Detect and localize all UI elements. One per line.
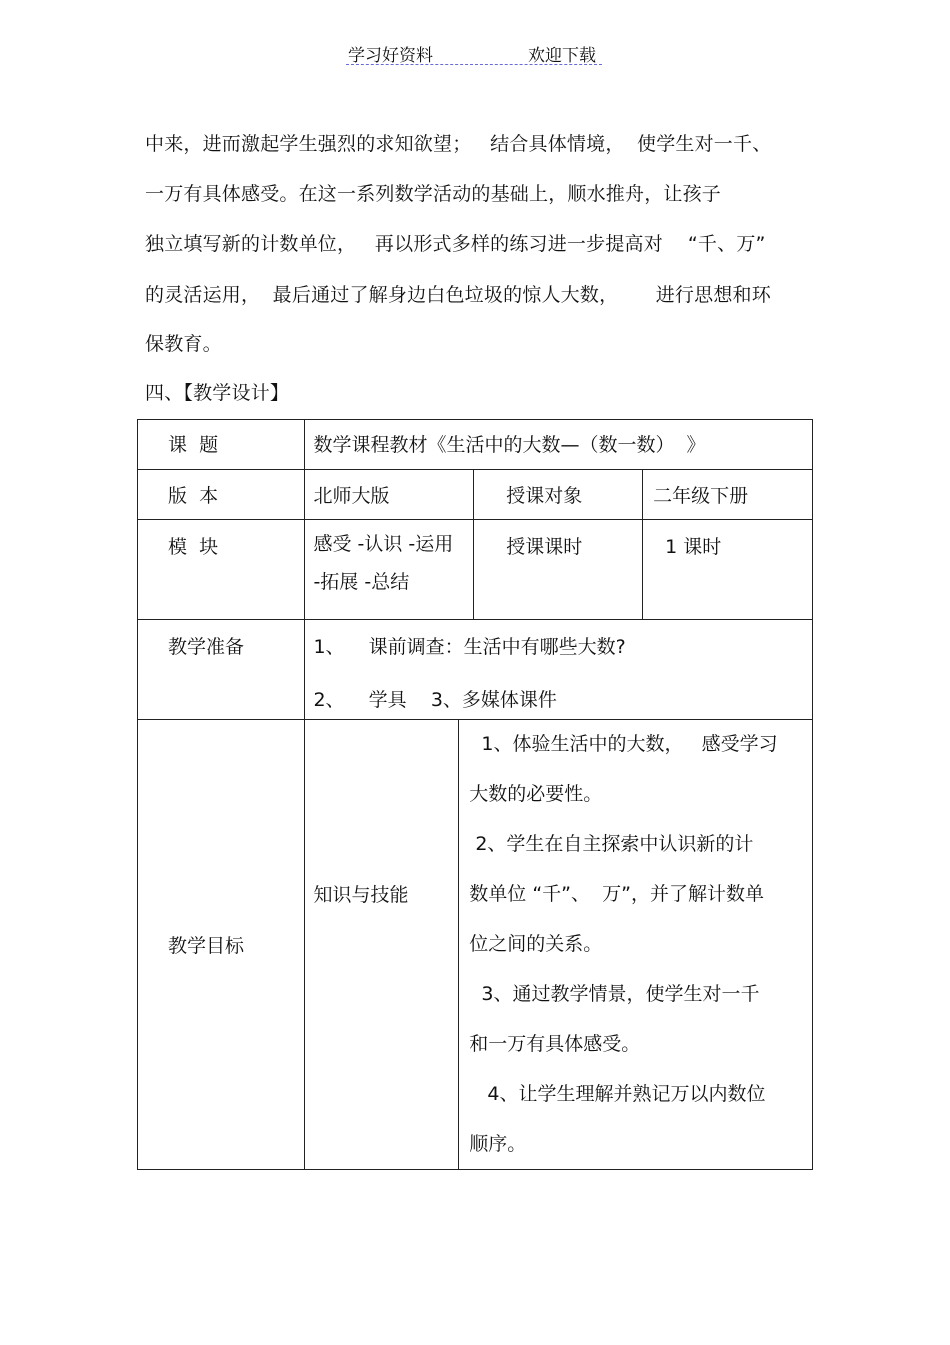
prep-label: 教学准备 (168, 636, 245, 658)
table-row (138, 470, 813, 520)
topic-value: 数学课程教材《生活中的大数—（数一数） 》 (313, 434, 706, 456)
goal-line: 顺序。 (469, 1133, 527, 1155)
topic-label-cell (138, 420, 305, 470)
goals-list (459, 720, 812, 1169)
page-header (346, 40, 602, 65)
topic-label: 课 题 (168, 434, 219, 456)
module-label-cell (138, 520, 305, 620)
goals-content-cell (459, 720, 813, 1170)
table-row (138, 720, 813, 1170)
prep-line-1: 1、 课前调查：生活中有哪些大数? (313, 636, 626, 658)
goal-line: 3、通过教学情景，使学生对一千 (469, 983, 760, 1005)
module-line-1: 感受 -认识 -运用 (313, 533, 454, 555)
prep-line-2: 2、 学具 3、多媒体课件 (313, 689, 557, 711)
hours-label-cell (474, 520, 643, 620)
edition-label: 版 本 (168, 485, 219, 507)
hours-label: 授课课时 (506, 536, 583, 558)
body-line-3: 独立填写新的计数单位， 再以形式多样的练习进一步提高对 “千、万” (145, 233, 766, 255)
header-right-text: 欢迎下载 (528, 46, 596, 66)
goals-sub-cell (305, 720, 459, 1170)
body-line-5: 保教育。 (145, 333, 222, 355)
table-row (138, 520, 813, 620)
goals-label: 教学目标 (168, 935, 245, 957)
goal-line: 数单位 “千”、 万”，并了解计数单 (469, 883, 764, 905)
goal-line: 4、让学生理解并熟记万以内数位 (469, 1083, 766, 1105)
teaching-design-table (137, 419, 813, 1170)
edition-value: 北师大版 (313, 485, 390, 507)
body-line-2: 一万有具体感受。在这一系列数学活动的基础上，顺水推舟，让孩子 (145, 183, 722, 205)
prep-value-cell (305, 620, 813, 720)
body-line-4: 的灵活运用， 最后通过了解身边白色垃圾的惊人大数， 进行思想和环 (145, 284, 771, 306)
edition-label-cell (138, 470, 305, 520)
hours-value: 1 课时 (665, 536, 722, 558)
hours-value-cell (643, 520, 813, 620)
module-line-2: -拓展 -总结 (313, 571, 410, 593)
section-heading: 四、【教学设计】 (145, 382, 290, 404)
goals-label-cell (138, 720, 305, 1170)
goal-line: 2、学生在自主探索中认识新的计 (469, 833, 754, 855)
audience-label: 授课对象 (506, 485, 583, 507)
goal-line: 和一万有具体感受。 (469, 1033, 641, 1055)
goals-sub-label: 知识与技能 (313, 884, 409, 906)
prep-label-cell (138, 620, 305, 720)
goal-line: 大数的必要性。 (469, 783, 603, 805)
goal-line: 1、体验生活中的大数， 感受学习 (469, 733, 778, 755)
table-row (138, 420, 813, 470)
goal-line: 位之间的关系。 (469, 933, 603, 955)
audience-label-cell (474, 470, 643, 520)
topic-value-cell (305, 420, 813, 470)
module-label: 模 块 (168, 536, 219, 558)
audience-value-cell (643, 470, 813, 520)
body-line-1: 中来，进而激起学生强烈的求知欲望； 结合具体情境， 使学生对一千、 (145, 133, 772, 155)
module-value-cell (305, 520, 474, 620)
audience-value: 二年级下册 (653, 485, 749, 507)
header-left-text: 学习好资料 (348, 46, 433, 66)
table-row (138, 620, 813, 720)
